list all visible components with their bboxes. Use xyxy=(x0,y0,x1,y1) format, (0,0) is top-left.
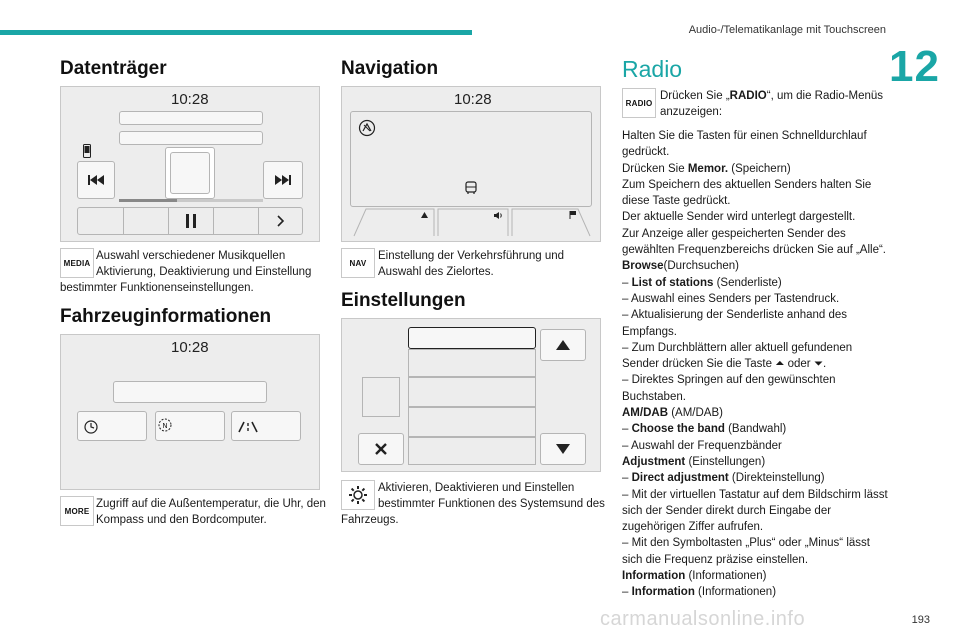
settings-list-item[interactable] xyxy=(408,377,536,407)
radio-instructions xyxy=(622,128,892,601)
radio-line-bold: Information xyxy=(622,570,686,583)
radio-line xyxy=(622,226,892,259)
radio-line xyxy=(622,275,892,291)
radio-line xyxy=(622,487,892,536)
radio-line xyxy=(622,438,892,454)
radio-line xyxy=(622,470,892,486)
settings-thumbnail xyxy=(362,377,400,417)
media-description-third: bestimmter Funktionenseinstellungen. xyxy=(60,282,254,294)
media-description-first: Auswahl verschiedener Musikquellen xyxy=(96,250,286,262)
section-heading-navigation: Navigation xyxy=(341,58,439,79)
section-heading-einstellungen: Einstellungen xyxy=(341,290,466,311)
settings-description-first: Aktivieren, Deaktivieren und Einstellen xyxy=(378,482,575,494)
radio-line xyxy=(622,535,892,568)
svg-text:N: N xyxy=(162,422,168,430)
radio-line-text: – Direktes Springen auf den gewünschten Buchstaben. xyxy=(622,374,836,403)
settings-screen xyxy=(341,318,601,472)
settings-list-item[interactable] xyxy=(408,407,536,437)
gear-icon xyxy=(342,481,374,509)
radio-line-text: (Informationen) xyxy=(694,586,777,599)
vehicle-info-screen xyxy=(60,334,320,490)
watermark: carmanualsonline.info xyxy=(600,608,806,630)
settings-badge xyxy=(341,480,375,510)
down-arrow-icon xyxy=(541,434,585,464)
radio-line xyxy=(622,258,892,274)
nav-description-first: Einstellung der Verkehrsführung und xyxy=(378,250,565,262)
nav-bottom-buttons xyxy=(352,207,592,237)
settings-description-second: bestimmter Funktionen des Systemsund des xyxy=(378,498,605,510)
radio-line-text: (Speichern) xyxy=(728,162,791,175)
radio-line xyxy=(622,307,892,340)
next-track-button[interactable] xyxy=(263,161,303,199)
radio-line-text: Zur Anzeige aller gespeicherten Sender des gewählten Frequenzbereichs drücken Sie auf „Alle“. xyxy=(622,227,887,257)
radio-line xyxy=(622,568,892,584)
radio-line-bold: Browse xyxy=(622,260,664,273)
road-icon xyxy=(236,418,260,436)
section-heading-datentraeger: Datenträger xyxy=(60,58,167,79)
radio-line-text: Zum Speichern des aktuellen Senders halten Sie diese Taste gedrückt. xyxy=(622,178,872,208)
compass-icon xyxy=(156,416,174,434)
trip-computer-button[interactable] xyxy=(231,411,301,441)
sound-icon[interactable] xyxy=(492,209,504,221)
radio-line-bold: Memor. xyxy=(687,162,729,175)
settings-list-selected-item[interactable] xyxy=(408,327,536,349)
radio-line xyxy=(622,372,892,405)
header-title: Audio-/Telematikanlage mit Touchscreen xyxy=(688,24,886,36)
radio-line-text: Drücken Sie xyxy=(622,162,688,175)
radio-intro xyxy=(660,88,900,104)
radio-line-text: – Mit den Symboltasten „Plus“ oder „Minus“ lässt sich die Frequenz präzise einstellen. xyxy=(622,537,870,566)
radio-intro-bold: RADIO xyxy=(729,90,767,102)
flag-icon[interactable] xyxy=(566,209,578,221)
album-art xyxy=(165,147,215,199)
radio-line xyxy=(622,584,892,600)
radio-line xyxy=(622,405,892,421)
next-track-icon xyxy=(264,162,302,198)
media-title-bar xyxy=(119,131,263,145)
radio-line-text: (Durchsuchen) xyxy=(663,260,739,273)
nav-settings-icon[interactable] xyxy=(356,117,378,139)
settings-description-third: Fahrzeugs. xyxy=(341,514,399,526)
close-button[interactable] xyxy=(358,433,404,465)
radio-line xyxy=(622,209,892,225)
radio-line-bold: Adjustment xyxy=(622,455,686,468)
radio-line-text: – Zum Durchblättern aller aktuell gefundenen Sender drücken Sie die Taste ⏶ oder ⏷. xyxy=(622,341,853,371)
screen-clock: 10:28 xyxy=(171,339,209,356)
radio-line-dash: – xyxy=(622,472,632,485)
scroll-down-button[interactable] xyxy=(540,433,586,465)
close-icon xyxy=(359,434,403,464)
radio-line-bold: Direct adjustment xyxy=(631,472,729,485)
clock-icon xyxy=(82,418,100,436)
screen-clock: 10:28 xyxy=(171,91,209,108)
radio-line-bold: List of stations xyxy=(631,276,714,289)
nav-description-second: Auswahl des Zielortes. xyxy=(378,266,494,278)
settings-list-item[interactable] xyxy=(408,349,536,377)
clock-button[interactable] xyxy=(77,411,147,441)
radio-line-bold: AM/DAB xyxy=(622,407,668,420)
phone-icon xyxy=(81,143,93,159)
radio-line-dash: – xyxy=(622,276,632,289)
chapter-number: 12 xyxy=(889,42,940,91)
media-description-second: Aktivierung, Deaktivierung und Einstellung xyxy=(96,266,312,278)
radio-line-bold: Information xyxy=(631,586,695,599)
radio-line-dash: – xyxy=(622,586,632,599)
up-arrow-icon xyxy=(541,330,585,360)
progress-fill xyxy=(119,199,177,202)
compass-button[interactable] xyxy=(155,411,225,441)
section-heading-radio: Radio xyxy=(622,56,683,82)
previous-track-button[interactable] xyxy=(77,161,115,199)
arrow-icon[interactable] xyxy=(418,209,430,221)
radio-line-text: (Senderliste) xyxy=(713,276,782,289)
radio-line-text: Halten Sie die Tasten für einen Schnelldurchlauf gedrückt. xyxy=(622,130,867,159)
previous-track-icon xyxy=(78,162,114,198)
media-source-bar xyxy=(119,111,263,125)
media-screen xyxy=(60,86,320,242)
info-display-bar xyxy=(113,381,267,403)
more-badge: MORE xyxy=(60,496,94,526)
radio-line xyxy=(622,340,892,373)
media-control-bar xyxy=(77,207,303,235)
radio-line xyxy=(622,291,892,307)
settings-list-item[interactable] xyxy=(408,437,536,465)
pause-icon[interactable] xyxy=(169,208,213,234)
radio-line-text: – Auswahl eines Senders per Tastendruck. xyxy=(622,292,840,305)
radio-line xyxy=(622,161,892,177)
radio-intro-second: anzuzeigen: xyxy=(660,106,723,118)
section-heading-fahrzeug: Fahrzeuginformationen xyxy=(60,306,272,327)
radio-line xyxy=(622,177,892,210)
radio-line-text: – Aktualisierung der Senderliste anhand des Empfangs. xyxy=(622,309,848,338)
radio-line-bold: Choose the band xyxy=(631,423,725,436)
album-art-inner xyxy=(170,152,210,194)
vehicle-description-second: Kompass und den Bordcomputer. xyxy=(96,514,267,526)
radio-line xyxy=(622,128,892,161)
radio-badge: RADIO xyxy=(622,88,656,118)
screen-clock: 10:28 xyxy=(454,91,492,108)
page-number: 193 xyxy=(911,614,930,626)
control-divider xyxy=(123,208,124,234)
radio-line-dash: – xyxy=(622,423,632,436)
vehicle-description-first: Zugriff auf die Außentemperatur, die Uhr, den xyxy=(96,498,326,510)
radio-line-text: (Bandwahl) xyxy=(724,423,787,436)
control-divider xyxy=(213,208,214,234)
radio-line-text: Der aktuelle Sender wird unterlegt dargestellt. xyxy=(622,211,856,224)
vehicle-icon xyxy=(462,179,480,197)
radio-line xyxy=(622,421,892,437)
radio-line-text: (Direkteinstellung) xyxy=(728,472,825,485)
navigation-screen xyxy=(341,86,601,242)
radio-intro-after: “, um die Radio-Menüs xyxy=(766,90,884,102)
radio-intro-before: Drücken Sie „ xyxy=(660,90,730,102)
chevron-right-icon[interactable] xyxy=(259,208,303,234)
header-accent-bar xyxy=(0,30,472,35)
progress-track[interactable] xyxy=(119,199,263,202)
media-badge: MEDIA xyxy=(60,248,94,278)
radio-line-text: – Auswahl der Frequenzbänder xyxy=(622,439,782,452)
radio-line-text: (AM/DAB) xyxy=(668,407,723,420)
scroll-up-button[interactable] xyxy=(540,329,586,361)
radio-line-text: (Einstellungen) xyxy=(685,455,766,468)
nav-badge: NAV xyxy=(341,248,375,278)
radio-line-text: – Mit der virtuellen Tastatur auf dem Bildschirm lässt sich der Sender direkt durch Eingabe der zugehörigen Ziffer aufrufen. xyxy=(622,488,888,534)
radio-line-text: (Informationen) xyxy=(685,570,767,583)
radio-line xyxy=(622,454,892,470)
